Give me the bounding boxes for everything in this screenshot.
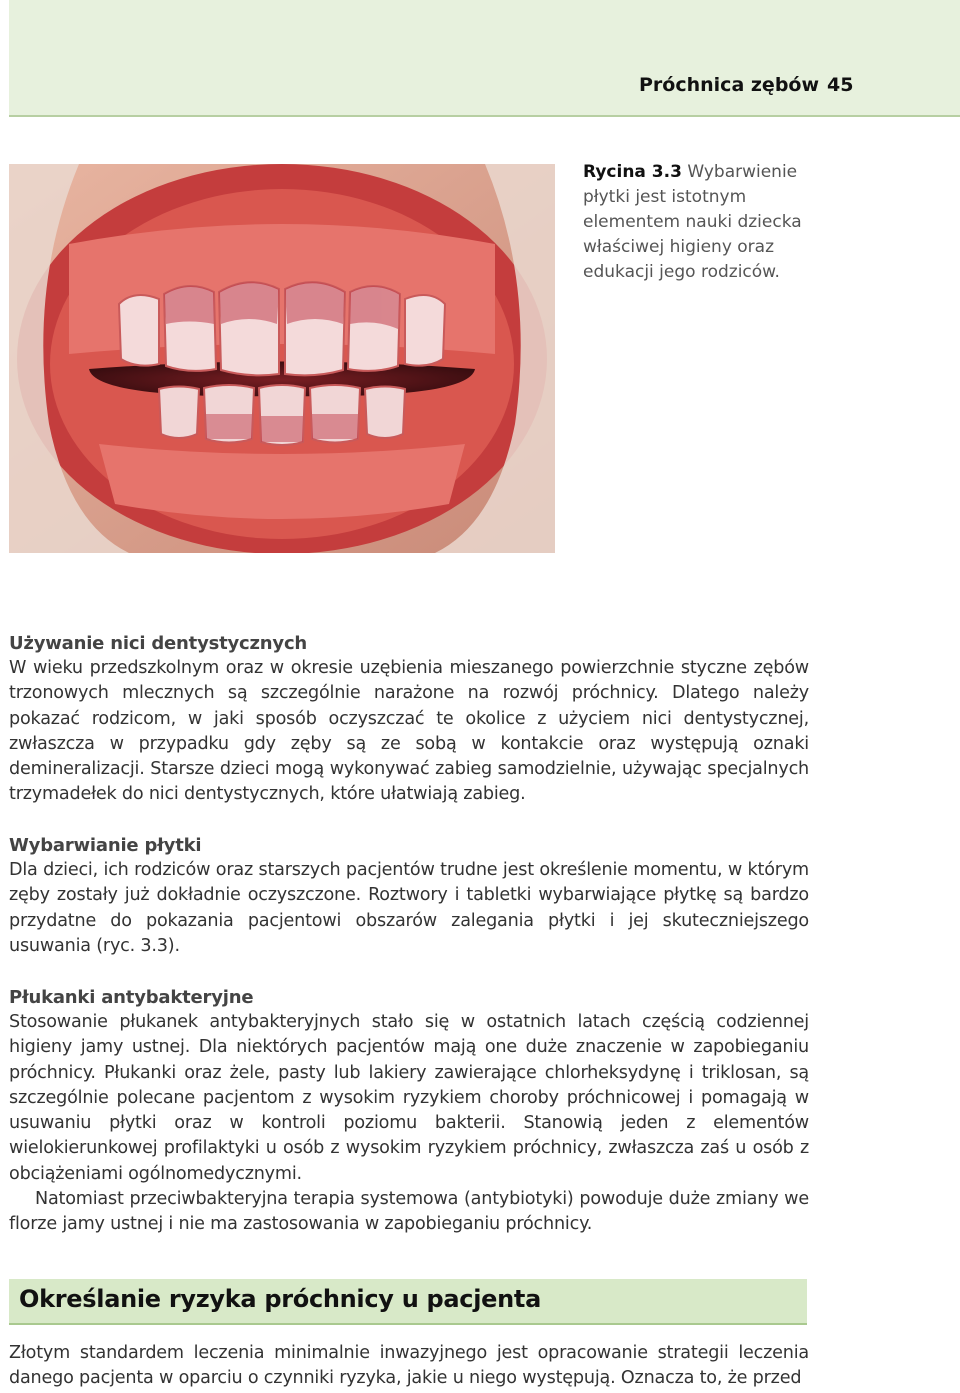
section-heading: Używanie nici dentystycznych bbox=[9, 633, 308, 654]
paragraph: Złotym standardem leczenia minimalnie inwazyjnego jest opracowanie strategii leczenia danego pacjenta w oparciu o czynniki ryzyka, jakie u niego występują. Oznacza to, że przed bbox=[9, 1343, 809, 1389]
paragraph: Natomiast przeciwbakteryjna terapia systemowa (antybiotyki) powoduje duże zmiany we florze jamy ustnej i nie ma zastosowania w zapobieganiu próchnicy. bbox=[9, 1189, 809, 1235]
running-title: Próchnica zębów bbox=[639, 74, 820, 96]
figure-caption-label: Rycina 3.3 bbox=[583, 162, 682, 182]
chapter-heading-band bbox=[9, 1279, 807, 1325]
section-heading: Wybarwianie płytki bbox=[9, 835, 202, 856]
paragraph: Dla dzieci, ich rodziców oraz starszych pacjentów trudne jest określenie momentu, w którym zęby zostały już dokładnie oczyszczone. Roztwory i tabletki wybarwiające płytkę są bardzo przydatne do pokazania pacjentowi obszarów zalegania płytki i jej skuteczniejszego usuwania (ryc. 3.3). bbox=[9, 860, 809, 956]
section-plaque-staining bbox=[9, 833, 809, 959]
figure-photo bbox=[9, 164, 555, 553]
section-flossing bbox=[9, 631, 809, 808]
page-header-band bbox=[9, 0, 960, 117]
figure-caption bbox=[583, 160, 813, 285]
section-antibacterial-rinses bbox=[9, 985, 809, 1238]
chapter-title: Określanie ryzyka próchnicy u pacjenta bbox=[19, 1285, 541, 1313]
figure-caption-text: Wybarwienie płytki jest istotnym elementem nauki dziecka właściwej higieny oraz edukacji jego rodziców. bbox=[583, 162, 802, 282]
paragraph: Stosowanie płukanek antybakteryjnych stało się w ostatnich latach częścią codziennej higieny jamy ustnej. Dla niektórych pacjentów mają one duże znaczenie w zapobieganiu próchnicy. Płukanki oraz żele, pasty lub lakiery zawierające chlorheksydynę i triklosan, są szczególnie polecane pacjentom z wysokim ryzykiem choroby próchnicowej i pomagają w usuwaniu płytki oraz w kontroli poziomu bakterii. Stanowią jeden z elementów wielokierunkowej profilaktyki u osób z wysokim ryzykiem próchnicy, zwłaszcza zaś u osób z obciążeniami ogólnomedycznymi. bbox=[9, 1012, 809, 1184]
section-heading: Płukanki antybakteryjne bbox=[9, 987, 254, 1008]
paragraph: W wieku przedszkolnym oraz w okresie uzębienia mieszanego powierzchnie styczne zębów trzonowych mlecznych są szczególnie narażone na rozwój próchnicy. Dlatego należy pokazać rodzicom, w jaki sposób oczyszczać te okolice z użyciem nici dentystycznej, zwłaszcza w przypadku gdy zęby są ze sobą w kontakcie oraz występują oznaki demineralizacji. Starsze dzieci mogą wykonywać zabieg samodzielnie, używając specjalnych trzymadełek do nici dentystycznych, które ułatwiają zabieg. bbox=[9, 658, 809, 805]
mouth-photo-illustration bbox=[9, 164, 555, 553]
page-number: 45 bbox=[827, 74, 854, 96]
chapter-intro bbox=[9, 1341, 809, 1392]
